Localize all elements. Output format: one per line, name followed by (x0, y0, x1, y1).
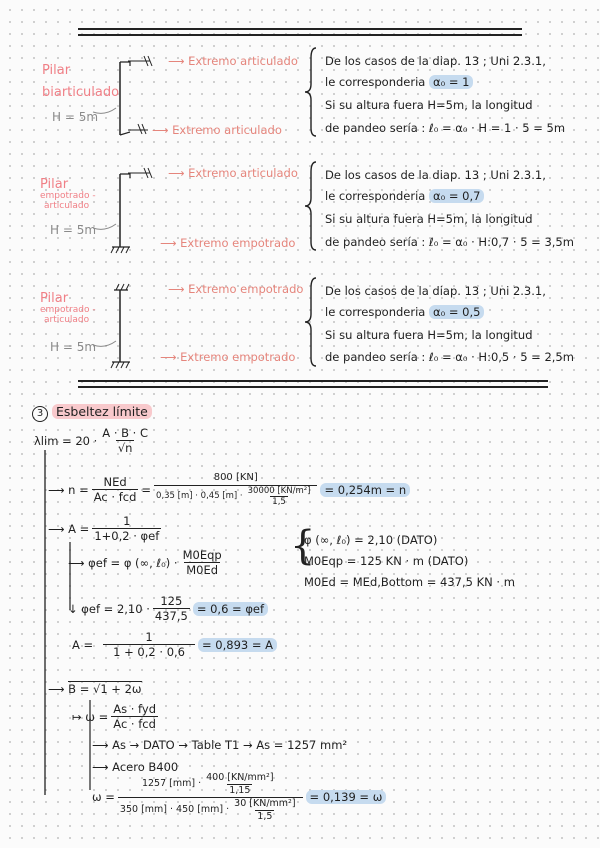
case3-bottom-end: ⟶ Extremo empotrado (160, 350, 296, 364)
A-result: A = $\frac{1}{1 + 0,2 \cdot 0,6}$ = 0,893 = A (72, 630, 277, 660)
data-notes (304, 530, 515, 593)
note-phi: φ (∞, ℓ₀) = 2,10 (DATO) (304, 533, 438, 547)
case3-name: Pilar empotrado - articulado (40, 291, 96, 326)
steel-line: ⟶ Acero B400 (92, 760, 179, 774)
case2-top-end: ⟶ Extremo articulado (168, 166, 298, 180)
section-title: Esbeltez límite (52, 404, 152, 419)
notes-brace: { (290, 523, 316, 569)
case1-line1: De los casos de la diap. 13 ; Uni 2.3.1, (325, 54, 546, 68)
case2-line1: De los casos de la diap. 13 ; Uni 2.3.1, (325, 168, 546, 182)
n-calculation: ⟶ n = $\frac{\text{NEd}}{\text{Ac · fcd}}$ = 800 [KN] 0,35 [m] · 0,45 [m] · $\frac{\text{30000 [KN/m²]}}{1,5}$ = 0,254m = n (48, 472, 410, 508)
A-formula: ⟶ A = $\frac{1}{\text{1+0,2 · φef}}$ (48, 514, 160, 544)
A-value: = 0,893 = A (198, 638, 277, 652)
case3-top-end: ⟶ Extremo empotrado (168, 282, 304, 296)
w-calculation: ω = 1257 [mm] · $\frac{\text{400 [KN/mm²]}}{1,15}$ 350 [mm] · 450 [mm] · $\frac{\text{30 [KN/mm²]}}{1,5}$ = 0,139 = ω (92, 772, 386, 823)
phi-formula: ⟶ φef = φ (∞, ℓ₀) · $\frac{\text{M0Eqp}}{M0Ed}$ (68, 548, 222, 578)
case2-line4: de pandeo sería : ℓ₀ = α₀ · H:0,7 · 5 = 3,5m (325, 235, 574, 249)
case1-alpha: α₀ = 1 (429, 75, 473, 89)
case1-name: Pilar biarticulado (42, 63, 120, 101)
case3-line4: de pandeo sería : ℓ₀ = α₀ · H:0,5 · 5 = 2,5m (325, 350, 574, 364)
as-line: ⟶ As → DATO → Table T1 → As = 1257 mm² (92, 738, 348, 752)
case1-line3: Si su altura fuera H=5m, la longitud (325, 98, 533, 112)
case2-line2: le corresponderia α₀ = 0,7 (325, 189, 484, 203)
case1-height: H = 5m (52, 110, 99, 124)
case2-bottom-end: ⟶ Extremo empotrado (160, 236, 296, 250)
note-m0eqp: M0Eqp = 125 KN · m (DATO) (304, 554, 469, 568)
case3-alpha: α₀ = 0,5 (429, 305, 484, 319)
case1-line2: le corresponderia α₀ = 1 (325, 75, 473, 89)
case3-line3: Si su altura fuera H=5m, la longitud (325, 328, 533, 342)
n-result: = 0,254m = n (320, 483, 410, 497)
w-formula: ↦ ω = $\frac{\text{As · fyd}}{\text{Ac · fcd}}$ (72, 702, 156, 732)
case2-height: H = 5m (50, 223, 97, 237)
case3-line2: le corresponderia α₀ = 0,5 (325, 305, 484, 319)
section-number: 3 (32, 406, 48, 422)
case3-line1: De los casos de la diap. 13 ; Uni 2.3.1, (325, 284, 546, 298)
case1-bottom-end: ⟶ Extremo articulado (152, 123, 282, 137)
note-m0ed: M0Ed = MEd,Bottom = 437,5 KN · m (304, 575, 515, 589)
case2-alpha: α₀ = 0,7 (429, 189, 484, 203)
case3-height: H = 5m (50, 340, 97, 354)
case1-top-end: ⟶ Extremo articulado (168, 54, 298, 68)
lambda-formula: λlim = 20 · $\frac{A \cdot B \cdot C}{√n}$ (34, 426, 149, 456)
w-result: = 0,139 = ω (306, 790, 387, 804)
case2-name: Pilar empotrado - articulado (40, 177, 96, 212)
case2-line3: Si su altura fuera H=5m, la longitud (325, 212, 533, 226)
phi-result: ↓ φef = 2,10 · $\frac{125}{437,5}$ = 0,6 = φef (68, 594, 268, 624)
case1-line4: de pandeo sería : ℓ₀ = α₀ · H = 1 · 5 = 5m (325, 121, 566, 135)
B-formula: ⟶ B = √1 + 2ω (48, 682, 142, 696)
